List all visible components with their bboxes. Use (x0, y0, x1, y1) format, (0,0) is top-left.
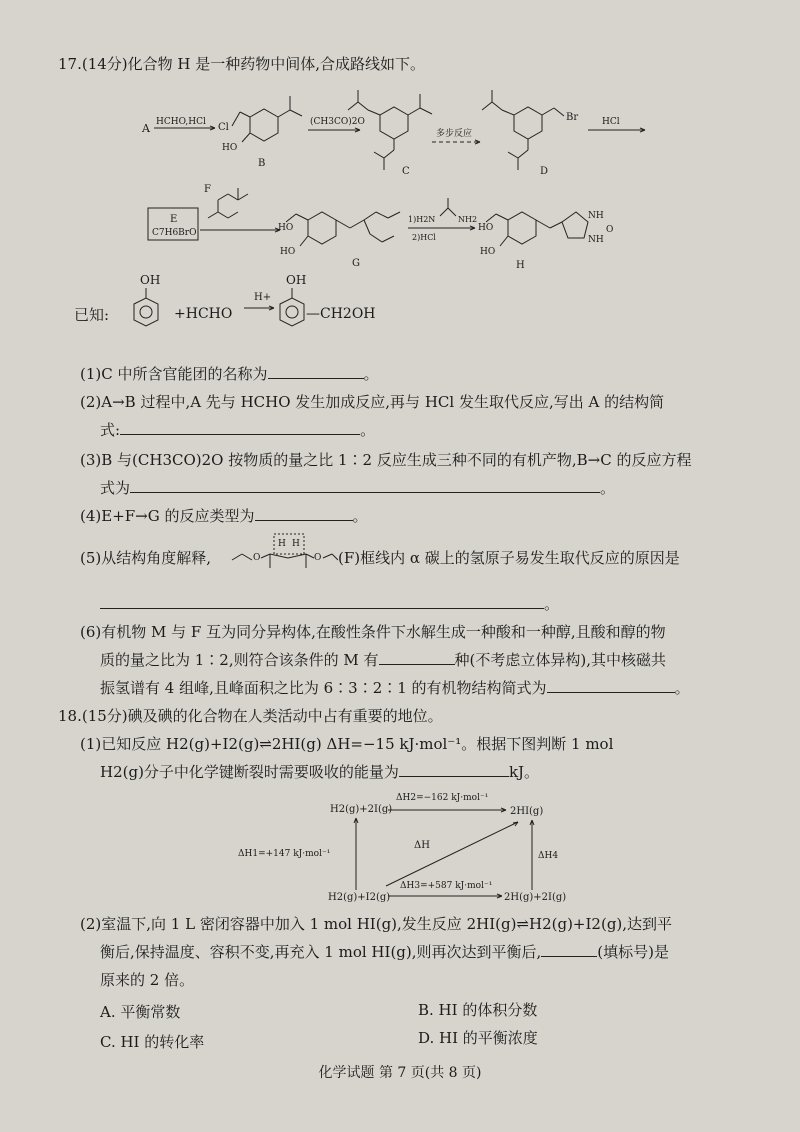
option-D[interactable]: D. HI 的平衡浓度 (418, 1029, 538, 1047)
q17-part2-line2: 式: 。 (100, 421, 376, 439)
q17-part6-line3: 振氢谱有 4 组峰,且峰面积之比为 6∶3∶2∶1 的有机物结构简式为 。 (100, 679, 690, 697)
q18-title: 18.(15分)碘及碘的化合物在人类活动中占有重要的地位。 (58, 707, 443, 725)
q17-part3-line2: 式为 。 (100, 479, 616, 497)
answer-blank-7[interactable] (399, 762, 509, 777)
answer-blank-5[interactable] (100, 594, 544, 609)
svg-text:NH2: NH2 (458, 215, 478, 224)
ring-H (508, 212, 536, 244)
page-footer: 化学试题 第 7 页(共 8 页) (318, 1065, 482, 1081)
q17-part2-line1: (2)A→B 过程中,A 先与 HCHO 发生加成反应,再与 HCl 发生取代反应,写出 A 的结构简 (80, 393, 665, 411)
svg-text:OH: OH (286, 273, 307, 287)
malonate-structure (228, 530, 338, 574)
known-label: 已知: (74, 306, 110, 324)
top-left-state: H2(g)+2I(g) (330, 804, 393, 815)
label-B: B (258, 158, 266, 169)
svg-text:O: O (314, 553, 322, 563)
option-B[interactable]: B. HI 的体积分数 (418, 1001, 538, 1019)
svg-text:NH: NH (588, 235, 604, 245)
svg-text:NH: NH (588, 211, 604, 221)
svg-text:HO: HO (478, 223, 494, 233)
reagent-ac2o: (CH3CO)2O (310, 117, 365, 127)
ring-D (514, 107, 542, 139)
answer-blank-3[interactable] (130, 478, 600, 493)
product-ring (280, 298, 304, 326)
svg-text:C7H6BrO: C7H6BrO (152, 228, 197, 238)
answer-blank-4[interactable] (255, 506, 353, 521)
bottom-left-state: H2(g)+I2(g) (328, 892, 391, 903)
answer-blank-8[interactable] (541, 942, 597, 957)
option-C[interactable]: C. HI 的转化率 (100, 1033, 205, 1051)
bottom-right-state: 2H(g)+2I(g) (504, 892, 567, 903)
svg-text:H: H (278, 539, 286, 549)
svg-text:2)HCl: 2)HCl (412, 233, 436, 242)
dh4-label: ΔH4 (538, 851, 559, 861)
ring-C (380, 107, 408, 139)
answer-blank-1[interactable] (268, 364, 364, 379)
svg-text:Br: Br (566, 112, 579, 123)
svg-text:+HCHO: +HCHO (174, 306, 233, 322)
q17-part1: (1)C 中所含官能团的名称为 。 (80, 365, 379, 383)
svg-text:O: O (606, 225, 614, 235)
svg-text:HO: HO (278, 223, 294, 233)
known-reaction (70, 268, 400, 338)
ring-hydantoin (562, 212, 588, 238)
label-H: H (516, 260, 525, 271)
dh2-label: ΔH2=−162 kJ·mol⁻¹ (396, 793, 489, 803)
ring-G (308, 212, 336, 244)
reagent-hcho-hcl: HCHO,HCl (156, 117, 206, 127)
q18-part2-line2: 衡后,保持温度、容积不变,再充入 1 mol HI(g),则再次达到平衡后, (填标号)是 (100, 943, 670, 961)
dh1-label: ΔH1=+147 kJ·mol⁻¹ (238, 849, 331, 859)
reagent-hcl: HCl (602, 117, 620, 127)
svg-text:1)H2N: 1)H2N (408, 215, 436, 224)
dh-label: ΔH (414, 840, 430, 851)
q18-part1-line2: H2(g)分子中化学键断裂时需要吸收的能量为 kJ。 (100, 763, 540, 781)
answer-blank-6b[interactable] (547, 678, 675, 693)
q17-part5-text: (F)框线内 α 碳上的氢原子易发生取代反应的原因是 (338, 549, 680, 567)
svg-text:—CH2OH: —CH2OH (306, 306, 376, 322)
q18-part2-line1: (2)室温下,向 1 L 密闭容器中加入 1 mol HI(g),发生反应 2HI(g)⇌H2(g)+I2(g),达到平 (80, 915, 673, 933)
q17-part4: (4)E+F→G 的反应类型为 。 (80, 507, 368, 525)
dh3-label: ΔH3=+587 kJ·mol⁻¹ (400, 881, 493, 891)
svg-text:O: O (253, 553, 261, 563)
q17-part6-line2: 质的量之比为 1∶2,则符合该条件的 M 有 种(不考虑立体异构),其中核磁共 (100, 651, 667, 669)
label-E: E (170, 214, 178, 225)
svg-text:HO: HO (480, 247, 496, 257)
ring-B (250, 109, 278, 141)
option-A[interactable]: A. 平衡常数 (100, 1003, 181, 1021)
q17-part6-line1: (6)有机物 M 与 F 互为同分异构体,在酸性条件下水解生成一种酸和一种醇,且酸和醇的物 (80, 623, 666, 641)
label-A: A (142, 122, 150, 135)
synthesis-scheme (130, 82, 650, 282)
q18-part2-line3: 原来的 2 倍。 (100, 971, 195, 989)
svg-text:OH: OH (140, 273, 161, 287)
top-right-state: 2HI(g) (510, 806, 544, 817)
q17-part3-line1: (3)B 与(CH3CO)2O 按物质的量之比 1∶2 反应生成三种不同的有机产物,B→C 的反应方程 (80, 451, 692, 469)
svg-text:HO: HO (222, 143, 238, 153)
svg-text:H+: H+ (254, 292, 272, 303)
q17-part5-line1: (5)从结构角度解释, (80, 549, 212, 567)
svg-text:H: H (292, 539, 300, 549)
label-D: D (540, 166, 549, 177)
answer-blank-6a[interactable] (379, 650, 455, 665)
label-C: C (402, 166, 410, 177)
svg-text:HO: HO (280, 247, 296, 257)
svg-text:Cl: Cl (218, 122, 229, 133)
reagent-multistep: 多步反应 (436, 129, 473, 139)
q18-part1-line1: (1)已知反应 H2(g)+I2(g)⇌2HI(g) ΔH=−15 kJ·mol⁻¹。根据下图判断 1 mol (80, 735, 614, 753)
label-G: G (352, 258, 360, 269)
energy-cycle-diagram (236, 786, 576, 908)
q17-title: 17.(14分)化合物 H 是一种药物中间体,合成路线如下。 (58, 55, 426, 73)
answer-blank-2[interactable] (120, 420, 360, 435)
phenol-ring (134, 298, 158, 326)
q17-part5-line2: 。 (100, 594, 559, 614)
label-F: F (204, 184, 211, 195)
